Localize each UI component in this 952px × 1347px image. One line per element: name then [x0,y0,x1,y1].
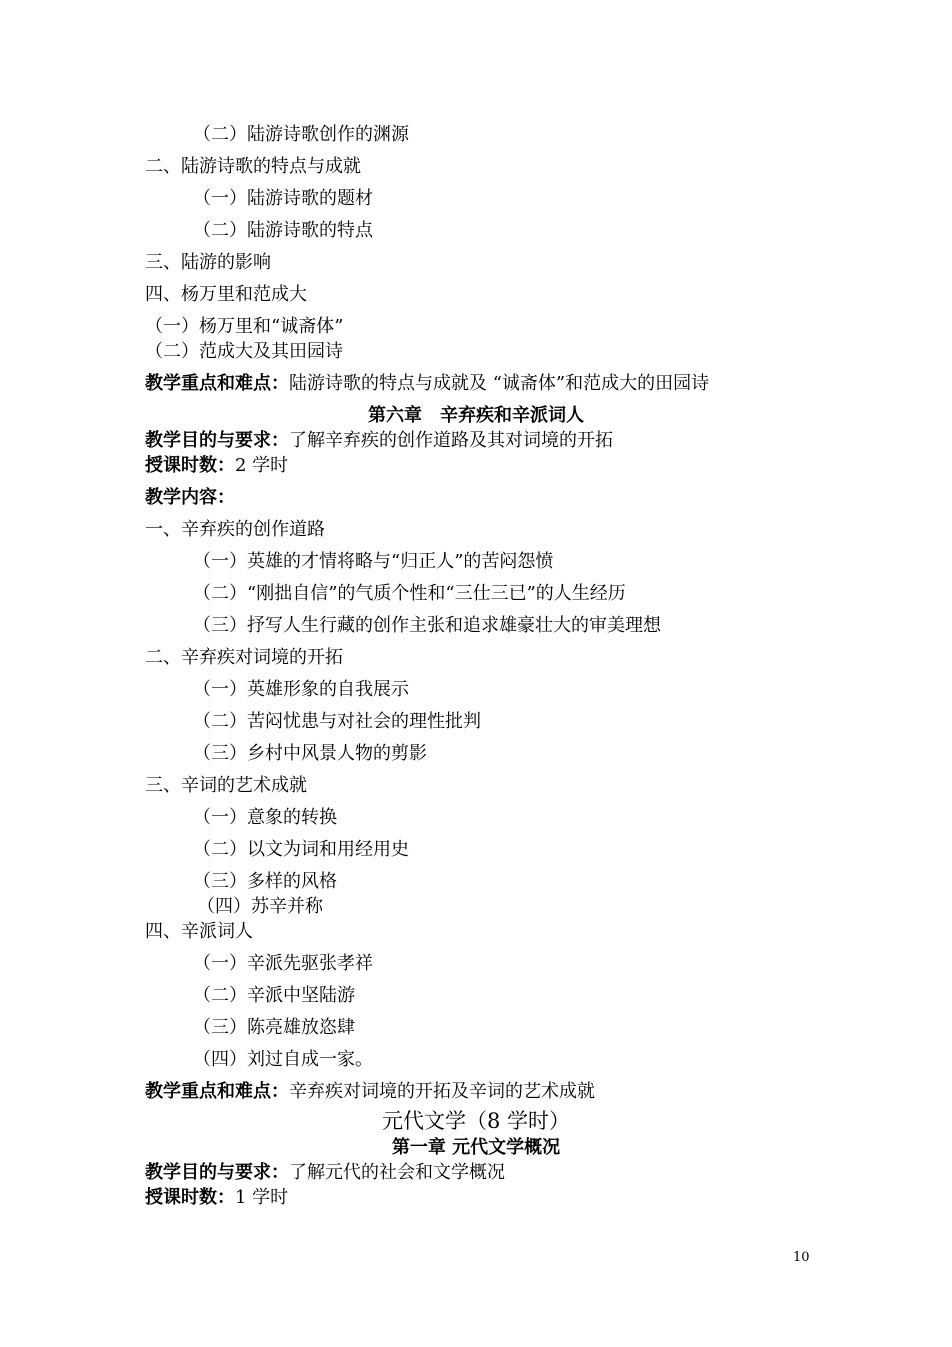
key-points-line [145,1081,595,1103]
goal-text: 了解元代的社会和文学概况 [289,1162,505,1183]
outline-item: （四）刘过自成一家。 [193,1049,373,1070]
outline-item: （一）杨万里和“诚斋体” [145,316,344,337]
outline-item: 二、陆游诗歌的特点与成就 [145,156,361,177]
goal-line [145,430,613,452]
outline-item: （二）范成大及其田园诗 [145,341,343,362]
outline-item: （四）苏辛并称 [197,896,323,917]
outline-item: 一、辛弃疾的创作道路 [145,519,325,540]
hours-line [145,1187,288,1209]
page-number: 10 [793,1250,810,1265]
outline-item: （三）抒写人生行藏的创作主张和追求雄豪壮大的审美理想 [193,615,661,636]
outline-item: （二）陆游诗歌的特点 [193,220,373,241]
outline-item: （一）英雄形象的自我展示 [193,679,409,700]
outline-item: （二）苦闷忧患与对社会的理性批判 [193,711,481,732]
key-points-line [145,373,709,395]
outline-item: 三、辛词的艺术成就 [145,775,307,796]
chapter-title: 第一章 元代文学概况 [391,1137,561,1158]
outline-item: 二、辛弃疾对词境的开拓 [145,647,343,668]
outline-item: （三）乡村中风景人物的剪影 [193,743,427,764]
outline-item: （二）以文为词和用经用史 [193,839,409,860]
outline-item: （二）辛派中坚陆游 [193,985,355,1006]
goal-line [145,1162,505,1184]
outline-item: 四、杨万里和范成大 [145,284,307,305]
key-points-label: 教学重点和难点： [145,373,289,394]
chapter-title: 第六章 辛弃疾和辛派词人 [368,405,584,426]
outline-item: （一）意象的转换 [193,807,337,828]
hours-line [145,455,288,477]
hours-label: 授课时数： [145,455,235,476]
outline-item: （二）陆游诗歌创作的渊源 [193,124,409,145]
key-points-text: 辛弃疾对词境的开拓及辛词的艺术成就 [289,1081,595,1102]
key-points-text: 陆游诗歌的特点与成就及 “诚斋体”和范成大的田园诗 [289,373,710,394]
outline-item: （一）辛派先驱张孝祥 [193,953,373,974]
content-label: 教学内容： [145,487,235,508]
goal-text: 了解辛弃疾的创作道路及其对词境的开拓 [289,430,613,451]
goal-label: 教学目的与要求： [145,1162,289,1183]
outline-item: （二）“刚拙自信”的气质个性和“三仕三已”的人生经历 [193,583,626,604]
outline-item: （一）英雄的才情将略与“归正人”的苦闷怨愤 [193,551,554,572]
key-points-label: 教学重点和难点： [145,1081,289,1102]
section-title: 元代文学（8 学时） [381,1109,571,1133]
hours-label: 授课时数： [145,1187,235,1208]
outline-item: （一）陆游诗歌的题材 [193,188,373,209]
hours-text: 2 学时 [235,455,289,476]
goal-label: 教学目的与要求： [145,430,289,451]
outline-item: 三、陆游的影响 [145,252,271,273]
outline-item: 四、辛派词人 [145,921,253,942]
hours-text: 1 学时 [235,1187,289,1208]
outline-item: （三）陈亮雄放恣肆 [193,1017,355,1038]
outline-item: （三）多样的风格 [193,871,337,892]
